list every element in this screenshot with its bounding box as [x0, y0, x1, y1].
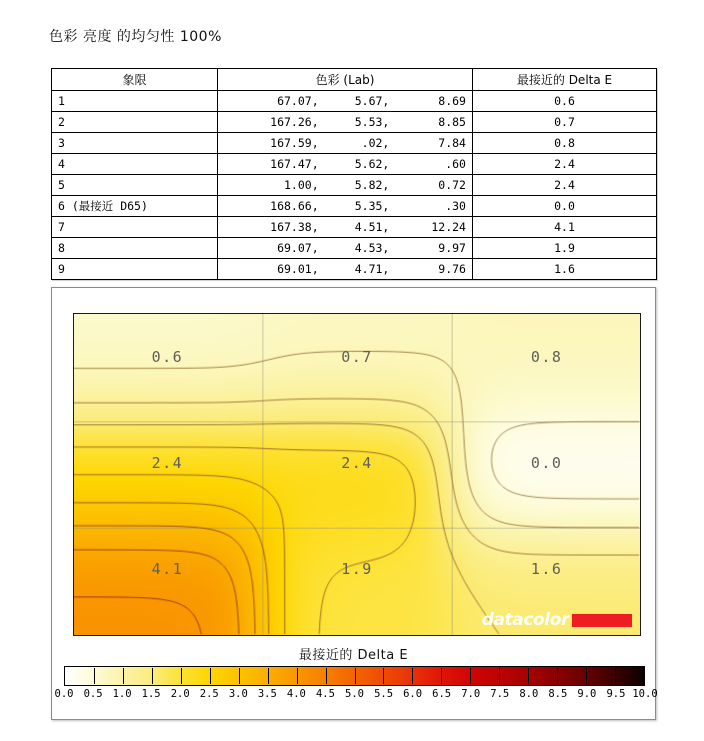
heatmap-value-label: 0.8	[530, 348, 563, 367]
legend-tick-mark	[528, 668, 529, 684]
legend-tick-mark	[152, 668, 153, 684]
legend-tick-label: 0.0	[54, 688, 74, 700]
legend-tick-mark	[615, 668, 616, 684]
datacolor-wordmark: datacolor	[481, 610, 569, 630]
table-row	[52, 196, 657, 217]
lab-component-L: 67.07,	[277, 94, 319, 108]
legend-tick-label: 4.0	[286, 688, 306, 700]
legend-tick-label: 1.0	[112, 688, 132, 700]
cell-color-lab	[218, 175, 473, 196]
legend-tick-label: 9.0	[577, 688, 597, 700]
heatmap-value-label: 0.7	[341, 348, 373, 367]
legend-tick-label: 3.0	[228, 688, 248, 700]
cell-delta-e: 0.8	[473, 133, 657, 154]
heatmap-value-label: 0.0	[530, 454, 563, 473]
legend-tick-label: 3.5	[257, 688, 277, 700]
legend-tick-mark	[557, 668, 558, 684]
legend-tick-label: 2.0	[170, 688, 190, 700]
legend-tick-mark	[181, 668, 182, 684]
legend-tick-mark	[123, 668, 124, 684]
legend-tick-mark	[210, 668, 211, 684]
lab-component-b: 8.69	[438, 94, 466, 108]
table-row	[52, 133, 657, 154]
uniformity-heatmap-panel	[51, 287, 656, 720]
cell-quadrant: 8	[52, 238, 218, 259]
lab-component-b: 0.72	[438, 178, 466, 192]
lab-component-L: 69.01,	[277, 262, 319, 276]
heatmap-value-label: 1.6	[530, 560, 563, 579]
legend-tick-label: 5.0	[345, 688, 364, 700]
cell-color-lab	[218, 91, 473, 112]
legend-tick-mark	[355, 668, 356, 684]
table-row	[52, 175, 657, 196]
legend-title: 最接近的 Delta E	[298, 648, 409, 663]
lab-component-b: 9.76	[438, 262, 466, 276]
cell-quadrant: 1	[52, 91, 218, 112]
legend-tick-label: 7.5	[490, 688, 510, 700]
cell-color-lab	[218, 112, 473, 133]
legend-tick-label: 0.5	[83, 688, 103, 700]
lab-component-b: 9.97	[438, 241, 466, 255]
cell-color-lab	[218, 259, 473, 280]
table-row	[52, 154, 657, 175]
column-header-color-lab: 色彩 (Lab)	[218, 69, 473, 91]
legend-tick-label: 8.0	[519, 688, 539, 700]
legend-tick-label: 6.0	[403, 688, 423, 700]
legend-tick-mark	[470, 668, 471, 684]
cell-delta-e: 2.4	[473, 154, 657, 175]
cell-color-lab	[218, 217, 473, 238]
lab-component-L: 167.59,	[270, 136, 319, 150]
lab-component-a: .02,	[361, 136, 390, 150]
column-header-quadrant: 象限	[52, 69, 218, 91]
lab-component-b: 7.84	[438, 136, 466, 150]
table-row	[52, 217, 657, 238]
legend-tick-label: 10.0	[632, 688, 658, 700]
cell-color-lab	[218, 154, 473, 175]
lab-component-L: 168.66,	[270, 199, 319, 213]
table-row	[52, 238, 657, 259]
cell-color-lab	[218, 133, 473, 154]
legend-tick-labels	[52, 688, 657, 704]
legend-tick-mark	[586, 668, 587, 684]
cell-delta-e: 0.0	[473, 196, 657, 217]
lab-component-a: 5.53,	[354, 115, 390, 129]
lab-component-L: 69.07,	[277, 241, 319, 255]
legend-tick-label: 8.5	[548, 688, 568, 700]
cell-quadrant: 6 (最接近 D65)	[52, 196, 218, 217]
heatmap-canvas	[74, 314, 640, 635]
lab-component-L: 167.38,	[270, 220, 319, 234]
heatmap-value-label: 1.9	[341, 560, 373, 579]
cell-delta-e: 0.6	[473, 91, 657, 112]
cell-quadrant: 5	[52, 175, 218, 196]
uniformity-results-table	[51, 68, 657, 280]
legend-tick-label: 4.5	[315, 688, 335, 700]
heatmap-figure	[73, 313, 641, 636]
cell-quadrant: 4	[52, 154, 218, 175]
legend-tick-mark	[441, 668, 442, 684]
table-header-row	[52, 69, 657, 91]
heatmap-value-label: 2.4	[341, 454, 373, 473]
cell-delta-e: 1.6	[473, 259, 657, 280]
legend-gradient	[64, 666, 645, 686]
lab-component-a: 4.51,	[354, 220, 390, 234]
lab-component-b: .30	[445, 199, 466, 213]
legend-tick-mark	[383, 668, 384, 684]
heatmap-value-label: 2.4	[151, 454, 184, 473]
legend-tick-mark	[499, 668, 500, 684]
table-row	[52, 91, 657, 112]
cell-color-lab	[218, 196, 473, 217]
table-row	[52, 112, 657, 133]
legend-tick-label: 9.5	[606, 688, 626, 700]
legend-tick-label: 5.5	[374, 688, 394, 700]
table-row	[52, 259, 657, 280]
heatmap-value-label: 4.1	[151, 560, 184, 579]
lab-component-a: 5.62,	[354, 157, 390, 171]
legend-tick-label: 6.5	[432, 688, 452, 700]
legend-tick-mark	[239, 668, 240, 684]
cell-delta-e: 1.9	[473, 238, 657, 259]
legend-tick-mark	[326, 668, 327, 684]
lab-component-b: 12.24	[431, 220, 466, 234]
lab-component-a: 4.71,	[354, 262, 390, 276]
page-title: 色彩 亮度 的均匀性 100%	[49, 29, 222, 45]
cell-quadrant: 9	[52, 259, 218, 280]
lab-component-L: 167.26,	[270, 115, 319, 129]
datacolor-logo	[482, 612, 632, 629]
cell-color-lab	[218, 238, 473, 259]
table-body	[52, 91, 657, 280]
legend-tick-label: 2.5	[199, 688, 219, 700]
cell-delta-e: 4.1	[473, 217, 657, 238]
legend-tick-mark	[94, 668, 95, 684]
legend-tick-label: 7.0	[461, 688, 481, 700]
cell-quadrant: 2	[52, 112, 218, 133]
lab-component-b: 8.85	[438, 115, 466, 129]
legend-tick-mark	[297, 668, 298, 684]
lab-component-a: 4.53,	[354, 241, 390, 255]
legend-tick-mark	[268, 668, 269, 684]
lab-component-b: .60	[445, 157, 466, 171]
cell-delta-e: 2.4	[473, 175, 657, 196]
cell-quadrant: 3	[52, 133, 218, 154]
lab-component-a: 5.67,	[354, 94, 390, 108]
heatmap-value-label: 0.6	[151, 348, 184, 367]
lab-component-a: 5.82,	[354, 178, 390, 192]
legend-tick-label: 1.5	[141, 688, 161, 700]
lab-component-a: 5.35,	[354, 199, 390, 213]
datacolor-logo-bar	[572, 614, 632, 627]
column-header-closest-delta-e: 最接近的 Delta E	[473, 69, 657, 91]
legend-tick-mark	[412, 668, 413, 684]
cell-quadrant: 7	[52, 217, 218, 238]
legend-color-bar	[64, 666, 645, 686]
lab-component-L: 167.47,	[270, 157, 319, 171]
lab-component-L: 1.00,	[284, 178, 319, 192]
cell-delta-e: 0.7	[473, 112, 657, 133]
